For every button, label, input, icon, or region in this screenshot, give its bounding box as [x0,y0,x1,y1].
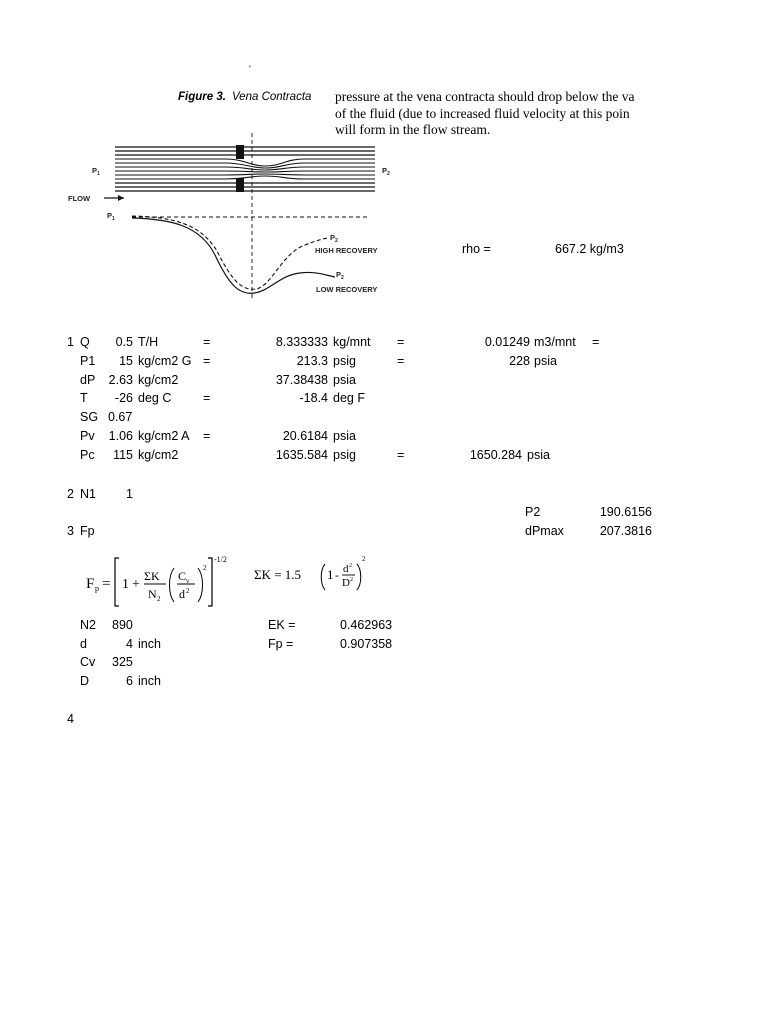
section-2-number: 2 [67,487,74,501]
d-name: d [80,637,87,651]
high-recovery-curve [132,216,328,289]
fp-formula-exponent: -1/2 [214,555,227,564]
pc-psia-unit: psia [527,448,550,462]
figure-number: Figure 3. [178,91,226,103]
pc-psia-value: 1650.284 [469,448,522,462]
excerpt-line-2: of the fluid (due to increased fluid velocity at this poin [335,105,630,121]
pc-psig-value: 1635.584 [275,448,328,462]
fp-formula-d: d [179,587,185,601]
sum-k-lhs: ΣK = 1.5 [254,567,302,582]
p2-high-subscript: 2 [335,238,338,244]
sum-k-exponent: 2 [362,555,366,563]
t-equals-1: = [203,391,211,405]
q-equals-1: = [203,335,211,349]
n1-value: 1 [126,487,133,501]
fp-formula-plus: + [132,577,140,592]
q-kgmnt-unit: kg/mnt [333,335,371,349]
rho-value: 667.2 kg/m3 [555,242,624,256]
fp-formula-cv: C [178,569,187,583]
fp-formula-cv-sub: v [186,577,190,585]
excerpt-line-1: pressure at the vena contracta should drop below the va [335,89,635,104]
fp-formula-d-exp: 2 [186,587,190,595]
upper-pipe-wall [115,147,375,155]
sum-k-d: d [343,563,349,575]
t-value: -26 [114,391,133,405]
q-value: 0.5 [115,335,133,349]
sum-k-d-exp: 2 [349,563,352,569]
p2-label: P2 [525,505,541,519]
q-equals-3: = [592,335,600,349]
p1-equals-1: = [203,354,211,368]
q-equals-2: = [397,335,405,349]
big-d-unit: inch [138,674,161,688]
pv-value: 1.06 [108,429,133,443]
t-degf-value: -18.4 [299,391,328,405]
pc-value: 115 [113,448,133,462]
section-3-number: 3 [67,524,74,538]
big-d-name: D [80,674,90,688]
dp-psia-unit: psia [333,373,356,387]
t-unit: deg C [138,391,172,405]
fp-formula [82,552,242,610]
p1-psig-value: 213.3 [296,354,328,368]
p1-value: 15 [119,354,133,368]
dpmax-label: dPmax [525,524,564,538]
t-degf-unit: deg F [333,391,365,405]
n2-value: 890 [112,618,133,632]
rho-label: rho = [462,242,491,256]
p1-psia-unit: psia [534,354,557,368]
pc-unit: kg/cm2 [138,448,179,462]
p1-inlet-subscript: 1 [97,171,100,177]
p2-outlet-subscript: 2 [387,171,390,177]
excerpt-line-3: will form in the flow stream. [335,122,491,137]
flow-label: FLOW [68,194,91,203]
sum-k-formula [252,552,372,596]
high-recovery-label: HIGH RECOVERY [315,246,378,255]
sum-k-one: 1 [327,567,334,582]
vena-contracta-figure [60,125,390,305]
fp-formula-p-sub: p [95,584,99,593]
pv-unit: kg/cm2 A [138,429,190,443]
q-unit: T/H [138,335,159,349]
pv-psia-unit: psia [333,429,356,443]
p2-low-label: $P_2$ [336,270,344,281]
fp-formula-paren-exp: 2 [203,564,207,572]
flow-streamlines [115,159,375,179]
flow-arrow-icon [104,195,124,201]
n2-name: N2 [80,618,96,632]
low-recovery-curve [132,218,335,293]
fp-formula-sumk: ΣK [144,569,160,583]
fp-name: Fp [80,524,95,538]
pc-equals-2: = [397,448,405,462]
fp-result-value: 0.907358 [340,637,393,651]
fp-formula-equals: = [102,576,111,592]
pv-psia-value: 20.6184 [282,429,328,443]
section-1-number: 1 [67,335,74,349]
section-4-number: 4 [67,712,74,726]
dpmax-value: 207.3816 [599,524,652,538]
figure-title: Vena Contracta [231,91,312,103]
d-unit: inch [138,637,161,651]
sg-name: SG [80,410,99,424]
stray-mark: ' [249,64,251,74]
q-name: Q [80,335,90,349]
p2-outlet-label: $P_2$ [382,166,390,177]
cv-value: 325 [112,655,133,669]
q-m3mnt-value: 0.01249 [484,335,530,349]
sum-k-cap-d-exp: 2 [350,577,353,583]
p2-high-label: $P_2$ [330,233,338,244]
p2-low-subscript: 2 [341,275,344,281]
low-recovery-label: LOW RECOVERY [316,285,378,294]
fp-formula-f: F [86,576,95,592]
p1-psia-value: 228 [509,354,530,368]
p1-graph-subscript: 1 [112,216,115,222]
ek-label: EK = [268,618,296,632]
q-kgmnt-value: 8.333333 [275,335,328,349]
p2-value: 190.6156 [599,505,652,519]
d-value: 4 [126,637,133,651]
n1-name: N1 [80,487,96,501]
p1-psig-unit: psig [333,354,356,368]
sum-k-cap-d: D [342,577,350,589]
dp-psia-value: 37.38438 [275,373,328,387]
t-name: T [80,391,88,405]
fp-formula-n-sub: 2 [157,595,161,603]
figure-caption [178,91,311,103]
q-m3mnt-unit: m3/mnt [534,335,576,349]
pv-name: Pv [80,429,95,443]
p1-inlet-label: $P_1$ [92,166,100,177]
dp-value: 2.63 [108,373,133,387]
fp-result-label: Fp = [268,637,294,651]
p1-unit: kg/cm2 G [138,354,192,368]
sg-value: 0.67 [108,410,133,424]
cv-name: Cv [80,655,96,669]
p1-equals-2: = [397,354,405,368]
lower-pipe-wall [115,183,375,191]
ek-value: 0.462963 [340,618,393,632]
sum-k-minus: - [335,568,339,582]
dp-unit: kg/cm2 [138,373,179,387]
pc-psig-unit: psig [333,448,356,462]
fp-formula-n: N [148,587,157,601]
big-d-value: 6 [126,674,133,688]
pc-name: Pc [80,448,95,462]
fp-formula-one: 1 [122,577,129,592]
pv-equals-1: = [203,429,211,443]
p1-graph-label: $P_1$ [107,211,115,222]
p1-name: P1 [80,354,96,368]
dp-name: dP [80,373,96,387]
